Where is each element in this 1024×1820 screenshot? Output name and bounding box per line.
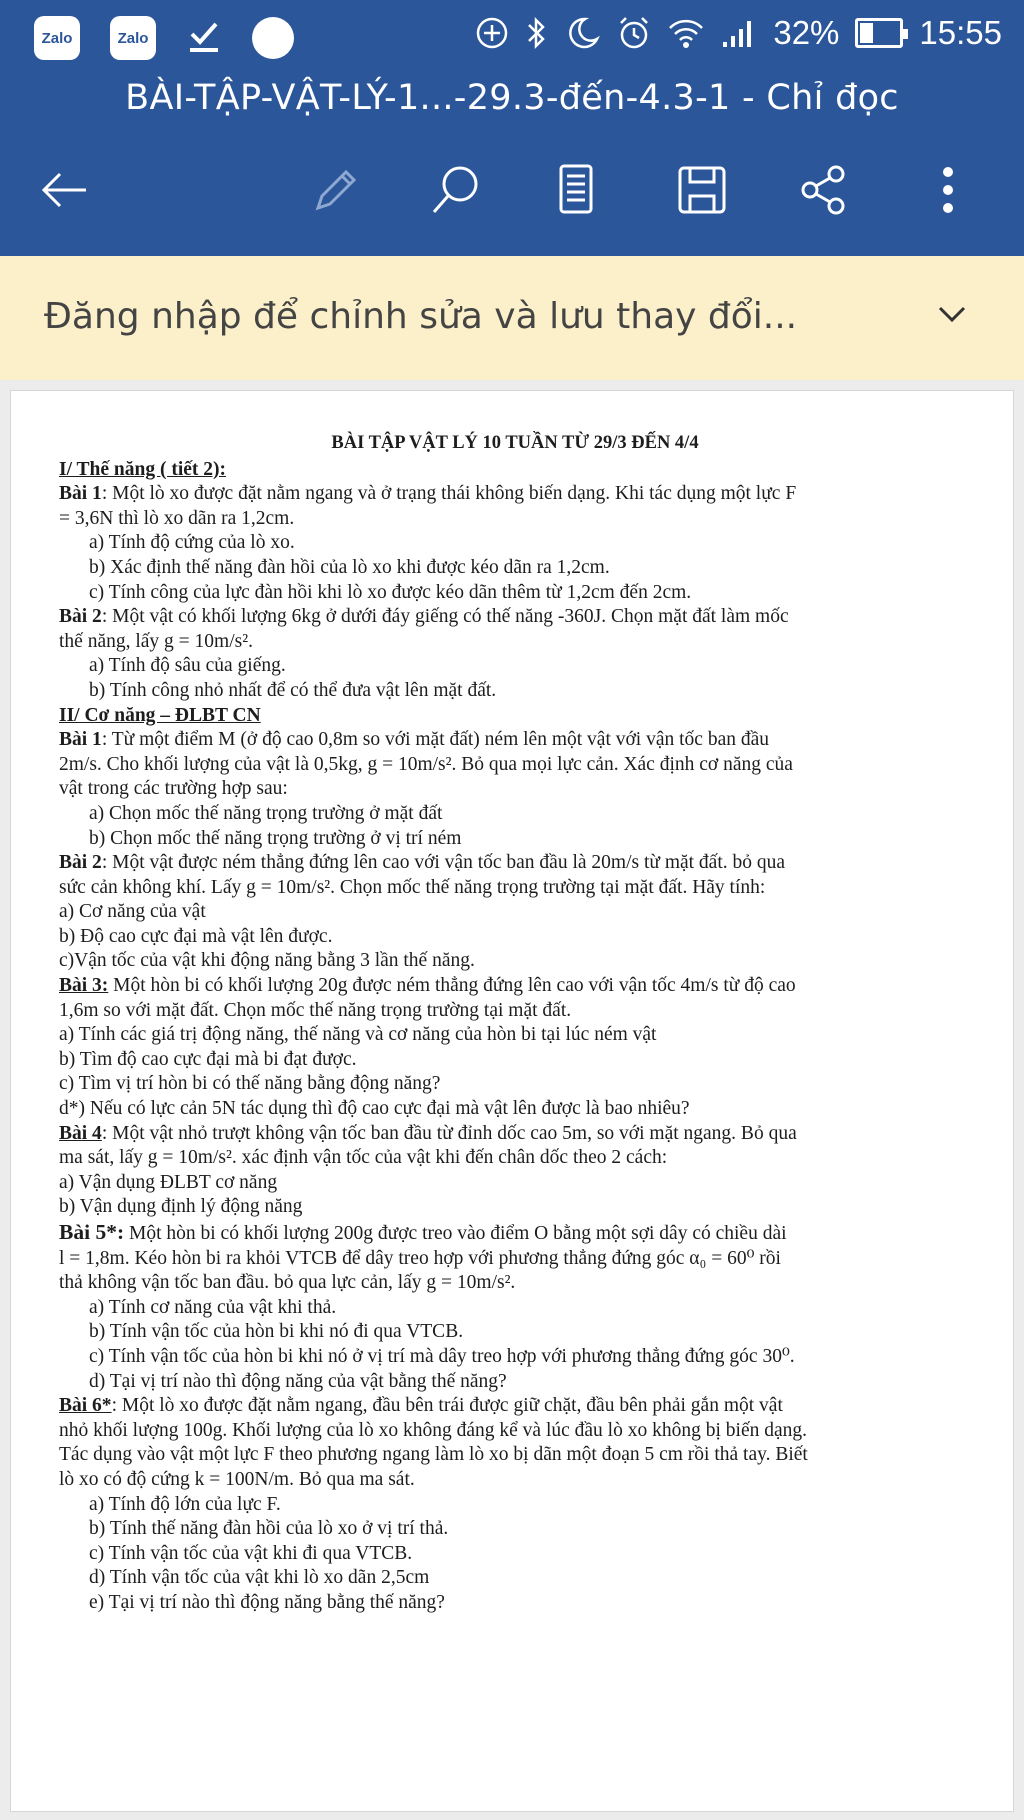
document-title: BÀI-TẬP-VẬT-LÝ-1...-29.3-đến-4.3-1 - Chỉ đọc <box>125 78 899 118</box>
battery-percent: 32% <box>773 14 840 51</box>
list-item: a) Tính độ cứng của lò xo. <box>89 532 295 554</box>
exercise-label: Bài 5*: <box>59 1220 125 1244</box>
doc-text: Một hòn bi có khối lượng 20g được ném thẳng đứng lên cao với vận tốc 4m/s từ độ cao <box>108 975 796 997</box>
doc-text: : Một vật được ném thẳng đứng lên cao với vận tốc ban đầu là 20m/s từ mặt đất. bỏ qua <box>101 852 786 874</box>
exercise-label: Bài 2 <box>59 606 102 628</box>
save-icon[interactable] <box>662 150 742 230</box>
list-item: b) Tính công nhỏ nhất để có thể đưa vật lên mặt đất. <box>89 679 497 701</box>
list-item: b) Tìm độ cao cực đại mà bi đạt được. <box>59 1048 357 1070</box>
doc-text: : Một lò xo được đặt nằm ngang và ở trạng thái không biến dạng. Khi tác dụng một lực F <box>101 483 797 505</box>
document-page[interactable] <box>10 390 1014 1812</box>
search-icon[interactable] <box>418 150 498 230</box>
exercise-label: Bài 2 <box>59 852 102 874</box>
exercise-label: Bài 6* <box>59 1395 112 1417</box>
list-item: e) Tại vị trí nào thì động năng bằng thế năng? <box>89 1591 445 1613</box>
zalo-notification-icon-2: Zalo <box>110 16 156 60</box>
do-not-disturb-moon-icon <box>565 15 601 51</box>
doc-text: lò xo có độ cứng k = 100N/m. Bỏ qua ma sát. <box>59 1468 415 1490</box>
list-item: b) Tính vận tốc của hòn bi khi nó đi qua VTCB. <box>89 1321 464 1343</box>
list-item: b) Chọn mốc thế năng trọng trường ở vị trí ném <box>89 827 462 849</box>
download-done-icon <box>186 18 222 59</box>
list-item: b) Tính thế năng đàn hồi của lò xo ở vị trí thả. <box>89 1518 449 1540</box>
bluetooth-icon <box>525 15 549 51</box>
doc-text: ma sát, lấy g = 10m/s². xác định vận tốc của vật khi đến chân dốc theo 2 cách: <box>59 1147 668 1169</box>
doc-text: thế năng, lấy g = 10m/s². <box>59 630 253 652</box>
list-item: d*) Nếu có lực cản 5N tác dụng thì độ cao cực đại mà vật lên được là bao nhiêu? <box>59 1098 690 1120</box>
share-icon[interactable] <box>784 150 864 230</box>
document-body <box>59 431 971 1616</box>
doc-text: l = 1,8m. Kéo hòn bi ra khỏi VTCB để dây treo hợp với phương thẳng đứng góc α₀ = 60⁰ rồi <box>59 1247 781 1269</box>
doc-text: = 3,6N thì lò xo dãn ra 1,2cm. <box>59 507 295 529</box>
list-item: a) Tính các giá trị động năng, thế năng và cơ năng của hòn bi tại lúc ném vật <box>59 1024 657 1046</box>
edit-pencil-icon[interactable] <box>296 150 376 230</box>
clock-time: 15:55 <box>919 14 1002 51</box>
doc-title: BÀI TẬP VẬT LÝ 10 TUẦN TỪ 29/3 ĐẾN 4/4 <box>331 433 699 453</box>
app-header <box>0 0 1024 256</box>
list-item: a) Tính độ sâu của giếng. <box>89 655 286 677</box>
list-item: c) Tính vận tốc của hòn bi khi nó ở vị trí mà dây treo hợp với phương thẳng đứng góc 30⁰. <box>89 1345 795 1367</box>
doc-text: Một hòn bi có khối lượng 200g được treo vào điểm O bằng một sợi dây có chiều dài <box>124 1223 787 1244</box>
doc-text: 1,6m so với mặt đất. Chọn mốc thế năng trọng trường tại mặt đất. <box>59 999 572 1021</box>
reading-view-icon[interactable] <box>536 150 616 230</box>
doc-text: thả không vận tốc ban đầu. bỏ qua lực cản, lấy g = 10m/s². <box>59 1272 516 1294</box>
battery-icon <box>855 18 903 48</box>
section-heading: I/ Thế năng ( tiết 2): <box>59 458 227 480</box>
doc-text: sức cản không khí. Lấy g = 10m/s². Chọn mốc thế năng trọng trường tại mặt đất. Hãy tính: <box>59 876 766 898</box>
sign-in-banner-text: Đăng nhập để chỉnh sửa và lưu thay đổi... <box>44 296 798 337</box>
list-item: d) Tại vị trí nào thì động năng của vật bằng thế năng? <box>89 1370 507 1392</box>
doc-text: : Một lò xo được đặt nằm ngang, đầu bên trái được giữ chặt, đầu bên phải gắn một vật <box>111 1395 783 1417</box>
toolbar <box>0 150 1024 230</box>
signal-strength-icon <box>721 18 757 48</box>
list-item: b) Xác định thế năng đàn hồi của lò xo khi được kéo dãn ra 1,2cm. <box>89 556 610 578</box>
list-item: c) Tìm vị trí hòn bi có thế năng bằng động năng? <box>59 1073 441 1095</box>
back-arrow-icon[interactable] <box>24 150 104 230</box>
doc-text: : Từ một điểm M (ở độ cao 0,8m so với mặt đất) ném lên một vật với vận tốc ban đầu <box>101 729 770 751</box>
list-item: c) Tính công của lực đàn hồi khi lò xo được kéo dãn thêm từ 1,2cm đến 2cm. <box>89 581 692 603</box>
list-item: a) Vận dụng ĐLBT cơ năng <box>59 1171 278 1193</box>
sign-in-banner[interactable] <box>0 256 1024 380</box>
exercise-label: Bài 1 <box>59 483 102 505</box>
chevron-down-icon[interactable] <box>934 296 970 337</box>
list-item: a) Tính độ lớn của lực F. <box>89 1493 281 1515</box>
exercise-label: Bài 3: <box>59 975 109 997</box>
list-item: c) Tính vận tốc của vật khi đi qua VTCB. <box>89 1542 413 1564</box>
list-item: a) Chọn mốc thế năng trọng trường ở mặt đất <box>89 802 443 824</box>
list-item: b) Vận dụng định lý động năng <box>59 1196 303 1218</box>
notification-dot-icon <box>252 17 294 59</box>
exercise-label: Bài 4 <box>59 1122 102 1144</box>
doc-text: : Một vật có khối lượng 6kg ở dưới đáy giếng có thế năng -360J. Chọn mặt đất làm mốc <box>101 606 789 628</box>
list-item: d) Tính vận tốc của vật khi lò xo dãn 2,5cm <box>89 1567 430 1589</box>
doc-text: nhỏ khối lượng 100g. Khối lượng của lò xo không đáng kể và lúc đầu lò xo không bị biến dạng. <box>59 1419 807 1441</box>
list-item: a) Tính cơ năng của vật khi thả. <box>89 1296 337 1318</box>
more-vertical-icon[interactable] <box>908 150 988 230</box>
add-circle-icon <box>475 16 509 50</box>
list-item: a) Cơ năng của vật <box>59 901 206 923</box>
doc-text: 2m/s. Cho khối lượng của vật là 0,5kg, g = 10m/s². Bỏ qua mọi lực cản. Xác định cơ năng của <box>59 753 793 775</box>
alarm-clock-icon <box>617 15 651 51</box>
status-bar <box>0 0 1024 76</box>
list-item: b) Độ cao cực đại mà vật lên được. <box>59 925 333 947</box>
wifi-icon <box>667 16 705 50</box>
doc-text: vật trong các trường hợp sau: <box>59 778 288 800</box>
zalo-notification-icon: Zalo <box>34 16 80 60</box>
exercise-label: Bài 1 <box>59 729 102 751</box>
doc-text: Tác dụng vào vật một lực F theo phương ngang làm lò xo bị dãn một đoạn 5 cm rồi thả tay. Biết <box>59 1444 808 1466</box>
doc-text: : Một vật nhỏ trượt không vận tốc ban đầu từ đỉnh dốc cao 5m, so với mặt ngang. Bỏ qua <box>101 1122 797 1144</box>
list-item: c)Vận tốc của vật khi động năng bằng 3 lần thế năng. <box>59 950 475 972</box>
section-heading: II/ Cơ năng – ĐLBT CN <box>59 704 261 726</box>
